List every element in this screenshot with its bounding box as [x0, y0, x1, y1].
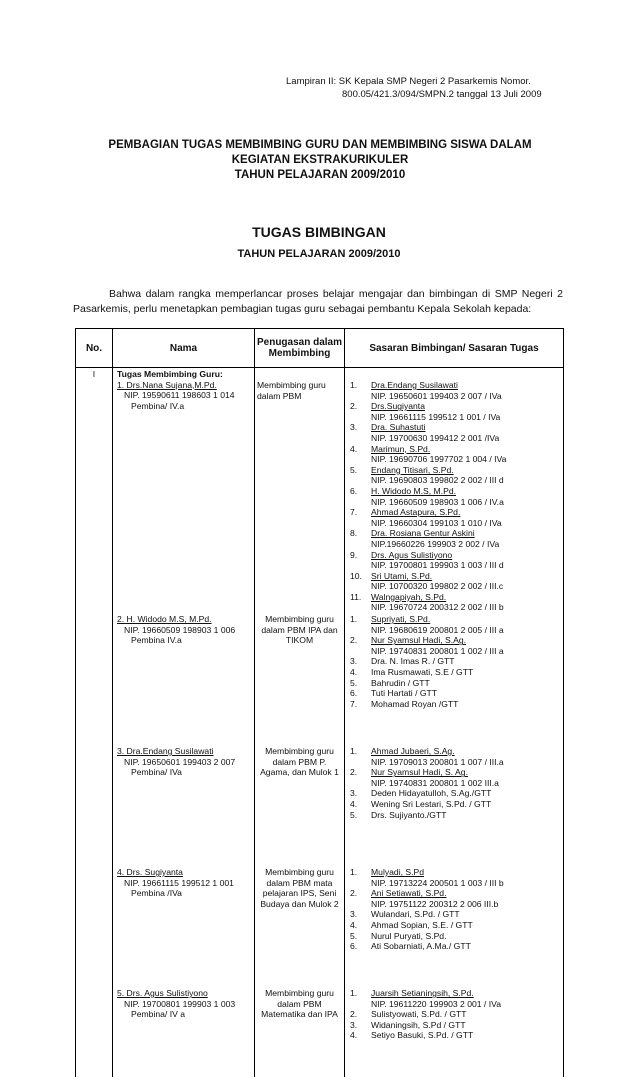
lampiran-line-1: Lampiran II: SK Kepala SMP Negeri 2 Pasarkemis Nomor.	[286, 75, 542, 88]
cell-nama	[113, 987, 255, 1077]
intro-text: Bahwa dalam rangka memperlancar proses belajar mengajar dan bimbingan di SMP Negeri 2 Pasarkemis, perlu menetapkan pembagian tugas guru sebagai pembantu Kepala Sekolah kepada:	[73, 288, 563, 315]
teacher-name: 3. Dra.Endang Susilawati	[117, 746, 252, 757]
title-line-2: KEGIATAN EKSTRAKURIKULER	[40, 153, 600, 168]
item-name: Drs.Sugiyanta	[371, 401, 425, 411]
cell-no	[76, 987, 113, 1077]
item-number: 4.	[350, 444, 371, 455]
teacher-pangkat: Pembina IV.a	[117, 635, 252, 646]
penugasan-text: Membimbing guru dalam PBM Matematika dan IPA	[255, 987, 344, 1020]
item-nip: NIP. 19740831 200801 1 002 III.a	[350, 778, 499, 788]
cell-sasaran	[345, 745, 564, 866]
item-name: Juarsih Setianingsih, S.Pd.	[371, 988, 474, 998]
sasaran-item	[350, 507, 561, 518]
sasaran-nip-line	[350, 778, 561, 789]
teacher-pangkat: Pembina/ IV a	[117, 1009, 252, 1020]
sasaran-item	[350, 401, 561, 412]
item-nip: NIP. 19660509 198903 1 006 / IV.a	[350, 497, 504, 507]
sasaran-item	[350, 941, 561, 952]
sasaran-item	[350, 788, 561, 799]
item-nip: NIP. 19700801 199903 1 003 / III d	[350, 560, 504, 570]
item-nip: NIP. 19611220 199903 2 001 / IVa	[350, 999, 501, 1009]
sasaran-item	[350, 465, 561, 476]
item-nip: NIP. 19650601 199403 2 007 / IVa	[350, 391, 502, 401]
penugasan-text: Membimbing guru dalam PBM	[255, 368, 344, 401]
penugasan-text: Membimbing guru dalam PBM P. Agama, dan Mulok 1	[255, 745, 344, 778]
title-line-3: TAHUN PELAJARAN 2009/2010	[40, 168, 600, 183]
table-row	[76, 368, 564, 614]
title-line-1: PEMBAGIAN TUGAS MEMBIMBING GURU DAN MEMBIMBING SISWA DALAM	[40, 138, 600, 153]
sasaran-nip-line	[350, 646, 561, 657]
item-name: Dra. N. Imas R. / GTT	[371, 656, 455, 666]
item-name: Walngapiyah, S.Pd.	[371, 592, 446, 602]
sasaran-item	[350, 380, 561, 391]
table-row	[76, 613, 564, 745]
item-name: Nur Syamsul Hadi, S.Ag.	[371, 635, 466, 645]
sasaran-nip-line	[350, 497, 561, 508]
item-name: Dra.Endang Susilawati	[371, 380, 458, 390]
item-number: 4.	[350, 799, 371, 810]
sasaran-nip-line	[350, 581, 561, 592]
section-title: TUGAS BIMBINGAN	[0, 224, 638, 240]
item-name: Bahrudin / GTT	[371, 678, 430, 688]
teacher-name: 2. H. Widodo M.S, M.Pd.	[117, 614, 252, 625]
sasaran-nip-line	[350, 412, 561, 423]
teacher-name: 1. Drs.Nana Sujana,M.Pd.	[117, 380, 252, 391]
item-name: Wulandari, S.Pd. / GTT	[371, 909, 460, 919]
teacher-nip: NIP. 19661115 199512 1 001	[117, 878, 252, 889]
item-name: Ahmad Sopian, S.E. / GTT	[371, 920, 473, 930]
cell-no	[76, 368, 113, 614]
sasaran-nip-line	[350, 560, 561, 571]
item-number: 8.	[350, 528, 371, 539]
item-number: 5.	[350, 931, 371, 942]
cell-sasaran	[345, 368, 564, 614]
sasaran-item	[350, 550, 561, 561]
item-number: 3.	[350, 909, 371, 920]
item-nip: NIP. 19740831 200801 1 002 / III a	[350, 646, 504, 656]
cell-no	[76, 866, 113, 987]
table-header-row	[76, 329, 564, 368]
sasaran-item	[350, 571, 561, 582]
sasaran-item	[350, 1020, 561, 1031]
item-name: Drs. Agus Sulistiyono	[371, 550, 452, 560]
item-number: 6.	[350, 688, 371, 699]
item-number: 4.	[350, 667, 371, 678]
item-name: Mulyadi, S.Pd	[371, 867, 424, 877]
item-nip: NIP. 19660304 199103 1 010 / IVa	[350, 518, 502, 528]
teacher-name: 5. Drs. Agus Sulistiyono	[117, 988, 252, 999]
item-number: 3.	[350, 422, 371, 433]
sasaran-item	[350, 699, 561, 710]
cell-penugasan	[255, 987, 345, 1077]
item-name: Dra. Suhastuti	[371, 422, 425, 432]
sasaran-nip-line	[350, 757, 561, 768]
item-name: Ani Setiawati, S.Pd.	[371, 888, 446, 898]
cell-nama	[113, 368, 255, 614]
item-number: 2.	[350, 1009, 371, 1020]
section-subtitle: TAHUN PELAJARAN 2009/2010	[0, 248, 638, 260]
intro-paragraph	[73, 287, 563, 316]
cell-nama	[113, 745, 255, 866]
header-no: No.	[76, 329, 113, 368]
teacher-nip: NIP. 19590611 198603 1 014	[117, 390, 252, 401]
item-number: 2.	[350, 888, 371, 899]
item-number: 5.	[350, 810, 371, 821]
sasaran-item	[350, 799, 561, 810]
sasaran-item	[350, 688, 561, 699]
item-name: Setiyo Basuki, S.Pd. / GTT	[371, 1030, 473, 1040]
sasaran-nip-line	[350, 625, 561, 636]
item-name: Supriyati, S.Pd.	[371, 614, 430, 624]
sasaran-item	[350, 931, 561, 942]
sasaran-item	[350, 678, 561, 689]
item-number: 1.	[350, 380, 371, 391]
teacher-nip: NIP. 19650601 199403 2 007	[117, 757, 252, 768]
item-number: 2.	[350, 635, 371, 646]
item-number: 10.	[350, 571, 371, 582]
teacher-pangkat: Pembina /IVa	[117, 888, 252, 899]
sasaran-item	[350, 920, 561, 931]
sasaran-item	[350, 1009, 561, 1020]
penugasan-text: Membimbing guru dalam PBM mata pelajaran IPS, Seni Budaya dan Mulok 2	[255, 866, 344, 909]
sasaran-item	[350, 888, 561, 899]
teacher-name: 4. Drs. Sugiyanta	[117, 867, 252, 878]
item-name: Tuti Hartati / GTT	[371, 688, 437, 698]
item-number: 1.	[350, 988, 371, 999]
sasaran-item	[350, 614, 561, 625]
item-name: Ahmad Astapura, S.Pd.	[371, 507, 460, 517]
header-penugasan: Penugasan dalam Membimbing	[255, 329, 345, 368]
item-number: 6.	[350, 486, 371, 497]
item-name: Sri Utami, S.Pd.	[371, 571, 432, 581]
lampiran-line-2: 800.05/421.3/094/SMPN.2 tanggal 13 Juli 2009	[286, 88, 542, 101]
item-name: Ati Sobarniati, A.Ma./ GTT	[371, 941, 471, 951]
item-name: Marimun, S.Pd.	[371, 444, 430, 454]
item-number: 1.	[350, 867, 371, 878]
cell-nama	[113, 866, 255, 987]
header-sasaran: Sasaran Bimbingan/ Sasaran Tugas	[345, 329, 564, 368]
sasaran-item	[350, 909, 561, 920]
cell-sasaran	[345, 987, 564, 1077]
sasaran-item	[350, 767, 561, 778]
lampiran-reference	[286, 75, 542, 101]
item-number: 3.	[350, 656, 371, 667]
penugasan-text: Membimbing guru dalam PBM IPA dan TIKOM	[255, 613, 344, 646]
cell-penugasan	[255, 745, 345, 866]
sasaran-nip-line	[350, 433, 561, 444]
item-name: Nurul Puryati, S.Pd.	[371, 931, 446, 941]
item-name: Ima Rusmawati, S.E / GTT	[371, 667, 473, 677]
item-name: Wening Sri Lestari, S.Pd. / GTT	[371, 799, 491, 809]
sasaran-item	[350, 422, 561, 433]
header-nama: Nama	[113, 329, 255, 368]
sasaran-nip-line	[350, 518, 561, 529]
item-nip: NIP. 19690706 1997702 1 004 / IVa	[350, 454, 506, 464]
sasaran-nip-line	[350, 391, 561, 402]
item-number: 2.	[350, 401, 371, 412]
sasaran-item	[350, 746, 561, 757]
sasaran-item	[350, 592, 561, 603]
group-label: Tugas Membimbing Guru:	[117, 369, 252, 380]
sasaran-item	[350, 528, 561, 539]
item-nip: NIP. 10700320 199802 2 002 / III.c	[350, 581, 503, 591]
item-name: Dra. Rosiana Gentur Askini	[371, 528, 475, 538]
cell-sasaran	[345, 613, 564, 745]
sasaran-nip-line	[350, 475, 561, 486]
teacher-nip: NIP. 19700801 199903 1 003	[117, 999, 252, 1010]
item-name: Endang Titisari, S.Pd.	[371, 465, 454, 475]
item-nip: NIP. 19690803 199802 2 002 / III d	[350, 475, 504, 485]
item-number: 2.	[350, 767, 371, 778]
assignment-table	[75, 328, 564, 1077]
item-nip: NIP. 19661115 199512 1 001 / IVa	[350, 412, 500, 422]
item-number: 3.	[350, 1020, 371, 1031]
sasaran-item	[350, 635, 561, 646]
item-name: Mohamad Royan /GTT	[371, 699, 458, 709]
item-number: 5.	[350, 465, 371, 476]
item-number: 4.	[350, 920, 371, 931]
item-name: Deden Hidayatulloh, S.Ag./GTT	[371, 788, 491, 798]
item-number: 9.	[350, 550, 371, 561]
document-title	[40, 138, 600, 183]
item-nip: NIP. 19670724 200312 2 002 / III b	[350, 602, 504, 612]
teacher-pangkat: Pembina/ IVa	[117, 767, 252, 778]
item-number: 5.	[350, 678, 371, 689]
item-number: 1.	[350, 746, 371, 757]
sasaran-item	[350, 988, 561, 999]
item-nip: NIP. 19751122 200312 2 006 III.b	[350, 899, 498, 909]
item-name: Drs. Sujiyanto./GTT	[371, 810, 446, 820]
cell-sasaran	[345, 866, 564, 987]
sasaran-item	[350, 656, 561, 667]
sasaran-nip-line	[350, 602, 561, 613]
cell-penugasan	[255, 866, 345, 987]
teacher-pangkat: Pembina/ IV.a	[117, 401, 252, 412]
sasaran-nip-line	[350, 539, 561, 550]
item-nip: NIP.19660226 199903 2 002 / IVa	[350, 539, 499, 549]
cell-penugasan	[255, 368, 345, 614]
sasaran-nip-line	[350, 878, 561, 889]
item-number: 1.	[350, 614, 371, 625]
row-number: I	[76, 368, 112, 379]
sasaran-item	[350, 1030, 561, 1041]
item-nip: NIP. 19700630 199412 2 001 /IVa	[350, 433, 499, 443]
item-number: 6.	[350, 941, 371, 952]
sasaran-item	[350, 486, 561, 497]
item-nip: NIP. 19713224 200501 1 003 / III b	[350, 878, 504, 888]
item-number: 11.	[350, 592, 371, 603]
teacher-nip: NIP. 19660509 198903 1 006	[117, 625, 252, 636]
item-name: Ahmad Jubaeri, S.Ag.	[371, 746, 455, 756]
item-number: 7.	[350, 699, 371, 710]
cell-no	[76, 613, 113, 745]
item-name: Nur Syamsul Hadi, S. Ag.	[371, 767, 468, 777]
cell-nama	[113, 613, 255, 745]
item-name: Sulistyowati, S.Pd. / GTT	[371, 1009, 467, 1019]
table-row	[76, 866, 564, 987]
sasaran-nip-line	[350, 899, 561, 910]
sasaran-nip-line	[350, 454, 561, 465]
item-number: 4.	[350, 1030, 371, 1041]
table-row	[76, 745, 564, 866]
cell-penugasan	[255, 613, 345, 745]
item-number: 3.	[350, 788, 371, 799]
item-name: H. Widodo M.S, M.Pd.	[371, 486, 456, 496]
item-nip: NIP. 19709013 200801 1 007 / III.a	[350, 757, 504, 767]
sasaran-item	[350, 810, 561, 821]
table-row	[76, 987, 564, 1077]
table-body	[76, 368, 564, 1077]
item-number: 7.	[350, 507, 371, 518]
item-nip: NIP. 19680619 200801 2 005 / III a	[350, 625, 504, 635]
cell-no	[76, 745, 113, 866]
sasaran-nip-line	[350, 999, 561, 1010]
sasaran-item	[350, 667, 561, 678]
item-name: Widaningsih, S.Pd / GTT	[371, 1020, 466, 1030]
sasaran-item	[350, 867, 561, 878]
sasaran-item	[350, 444, 561, 455]
